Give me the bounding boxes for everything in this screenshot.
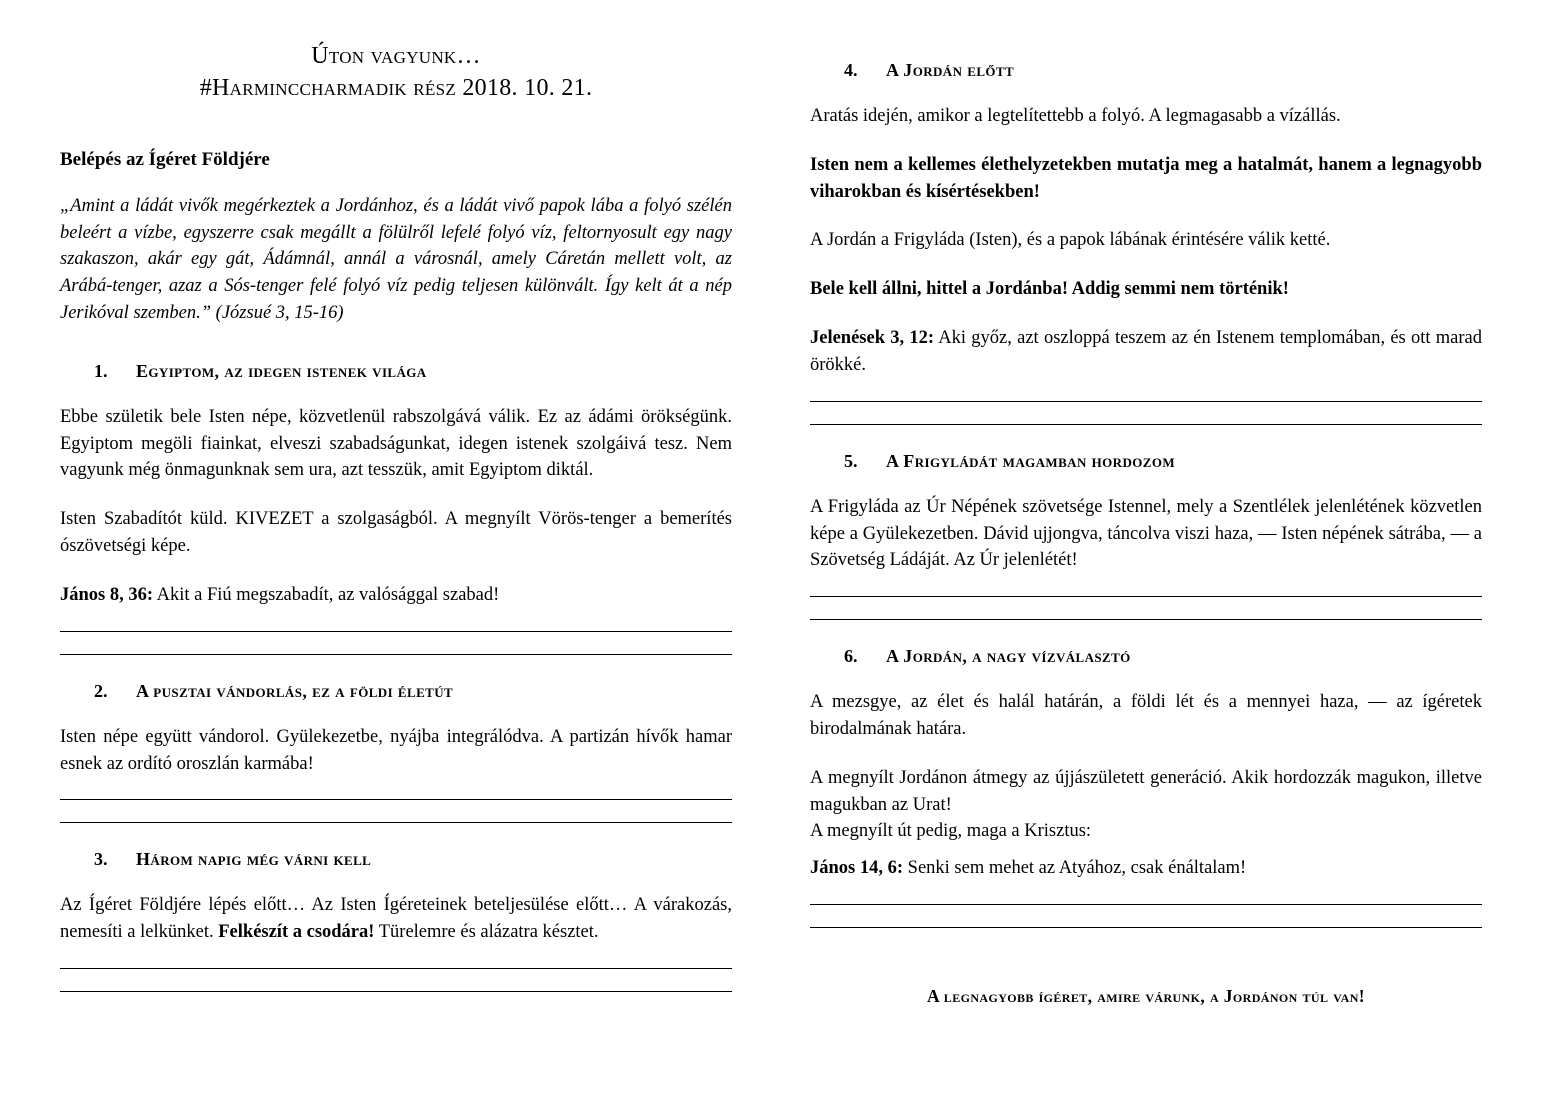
spacer [810,845,1482,855]
write-in-line [810,596,1482,597]
scripture-reference-line [810,855,1482,882]
section-heading: Belépés az Ígéret Földjére [60,148,270,170]
page-title [60,40,732,105]
list-item-6 [810,646,1482,667]
scripture-reference: János 14, 6: [810,858,904,879]
list-item-number: 6. [844,646,858,667]
scripture-reference-line [60,582,732,609]
write-in-lines [60,968,732,992]
write-in-line [60,968,732,969]
bold-statement: Isten nem a kellemes élethelyzetekben mutatja meg a hatalmát, hanem a legnagyobb viharokban és kísértésekben! [810,154,1482,202]
paragraph-emphasis: Felkészít a csodára! [218,922,375,943]
list-item-label: Egyiptom, az idegen istenek világa [136,360,427,381]
list-item-label: Három napig még várni kell [136,849,372,870]
list-item-number: 3. [94,849,108,870]
scripture-reference-line [810,325,1482,379]
list-item-label: A Jordán, a nagy vízválasztó [886,646,1131,667]
two-column-layout [60,40,1507,1088]
list-item-1 [60,361,732,382]
write-in-lines [810,401,1482,425]
scripture-reference: Jelenések 3, 12: [810,328,935,349]
paragraph: A megnyílt út pedig, maga a Krisztus: [810,821,1092,842]
paragraph: Aratás idején, amikor a legtelítettebb a folyó. A legmagasabb a vízállás. [810,106,1341,126]
list-item-number: 5. [844,450,858,471]
scripture-reference-text: Senki sem mehet az Atyához, csak énáltalam! [903,858,1247,879]
closing-statement: A legnagyobb ígéret, amire várunk, a Jordánon túl van! [926,986,1366,1006]
scripture-reference-text: Aki győz, azt oszloppá teszem az én Istenem templomában, és ott marad örökké. [810,328,1482,375]
write-in-line [810,401,1482,402]
title-line-2: #Harminccharmadik rész 2018. 10. 21. [199,75,593,102]
write-in-line [810,904,1482,905]
scripture-reference: János 8, 36: [60,584,154,605]
list-item-2 [60,681,732,702]
write-in-lines [60,631,732,655]
scripture-reference-text: Akit a Fiú megszabadít, az valósággal szabad! [153,584,500,605]
paragraph: Ebbe születik bele Isten népe, közvetlenül rabszolgává válik. Ez az ádámi örökségünk. Egyiptom megöli fiainkat, elveszi szabadságunkat, idegen istenek szolgáivá tesz. Nem vagyunk még önmagunknak sem ura, azt tesszük, amit Egyiptom diktál. [60,406,732,481]
paragraph-group [810,765,1482,845]
paragraph-part-2: Türelemre és alázatra késztet. [374,922,599,943]
list-item-label: A Frigyládát magamban hordozom [886,450,1175,471]
list-item-4 [810,60,1482,81]
write-in-line [60,799,732,800]
list-item-5 [810,451,1482,472]
paragraph-part-1: Az Ígéret Földjére lépés előtt… Az Isten Ígéreteinek beteljesülése előtt… A várakozás, nemesíti a lelkünket. [60,895,732,943]
paragraph [60,892,732,946]
list-item-label: A Jordán előtt [886,60,1015,80]
write-in-line [60,822,732,823]
paragraph: A megnyílt Jordánon átmegy az újjászületett generáció. Akik hordozzák magukon, illetve magukban az Urat! [810,767,1482,815]
write-in-lines [810,904,1482,928]
paragraph: Isten népe együtt vándorol. Gyülekezetbe, nyájba integrálódva. A partizán hívők hamar esnek az ordító oroszlán karmába! [60,726,732,774]
write-in-line [810,927,1482,928]
write-in-line [810,619,1482,620]
paragraph: A Jordán a Frigyláda (Isten), és a papok lábának érintésére válik ketté. [810,230,1331,251]
write-in-lines [60,799,732,823]
right-column [810,40,1482,1088]
list-item-label: A pusztai vándorlás, ez a földi életút [136,680,454,701]
write-in-line [60,631,732,632]
bold-statement: Bele kell állni, hittel a Jordánba! Addig semmi nem történik! [810,279,1289,300]
list-item-number: 1. [94,360,108,381]
scripture-quote: „Amint a ládát vivők megérkeztek a Jordánhoz, és a ládát vivő papok lába a folyó szélén beleért a vízbe, egyszerre csak megállt a fölülről lefelé folyó víz, feltornyosult egy nagy szakaszon, akár egy gát, Ádámnál, annál a városnál, amely Cáretán mellett volt, az Arábá-tenger, azaz a Sós-tenger felé folyó víz pedig teljesen különvált. Így kelt át a nép Jerikóval szemben.” (Józsué 3, 15-16) [60,195,732,324]
paragraph: A mezsgye, az élet és halál határán, a földi lét és a mennyei haza, — az ígéretek birodalmának határa. [810,692,1482,739]
write-in-line [60,654,732,655]
list-item-number: 2. [94,680,108,701]
title-line-1: Úton vagyunk… [311,43,481,69]
paragraph: Isten Szabadítót küld. KIVEZET a szolgaságból. A megnyílt Vörös-tenger a bemerítés ószövetségi képe. [60,509,732,557]
write-in-line [810,424,1482,425]
paragraph: A Frigyláda az Úr Népének szövetsége Istennel, mely a Szentlélek jelenlétének közvetlen képe a Gyülekezetben. Dávid ujjongva, táncolva viszi haza, — Isten népének sátrába, — a Szövetség Ládáját. Az Úr jelenlétét! [810,496,1482,571]
left-column [60,40,732,1088]
write-in-line [60,991,732,992]
list-item-3 [60,849,732,870]
write-in-lines [810,596,1482,620]
list-item-number: 4. [844,60,858,80]
